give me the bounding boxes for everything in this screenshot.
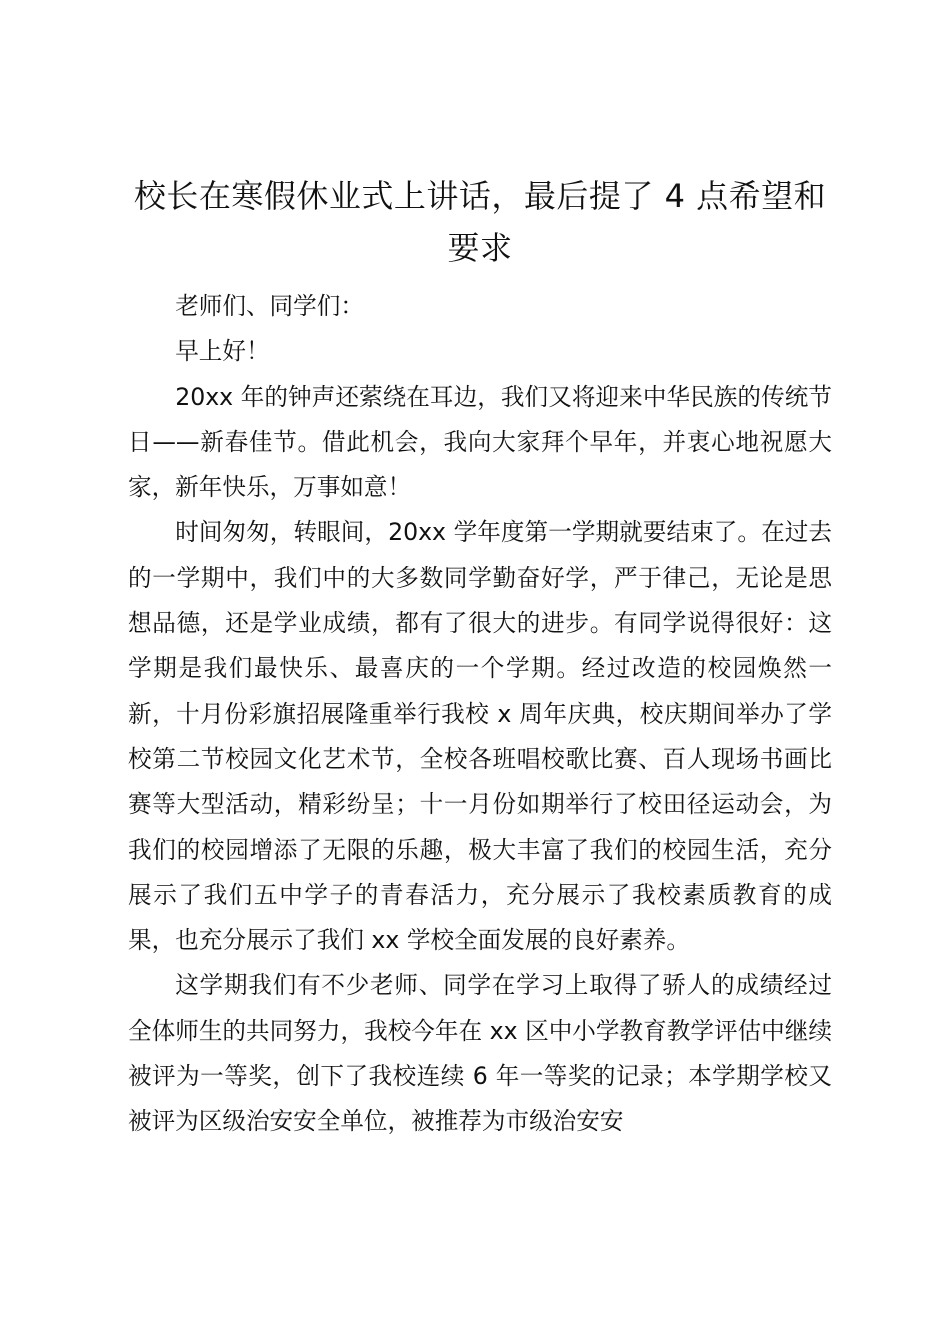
paragraph-good-morning: 早上好！ [175,337,270,366]
paragraph-new-year-wishes: 20xx 年的钟声还萦绕在耳边，我们又将迎来中华民族的传统节日——新春佳节。借此机会，我向大家拜个早年，并衷心地祝愿大家，新年快乐，万事如意！ [128,382,832,502]
document-body [128,170,832,1145]
paragraph-semester-review: 时间匆匆，转眼间，20xx 学年度第一学期就要结束了。在过去的一学期中，我们中的大多数同学勤奋好学，严于律己，无论是思想品德，还是学业成绩，都有了很大的进步。有同学说得很好：这学期是我们最快乐、最喜庆的一个学期。经过改造的校园焕然一新，十月份彩旗招展隆重举行我校 x 周年庆典，校庆期间举办了学校第二节校园文化艺术节，全校各班唱校歌比赛、百人现场书画比赛等大型活动，精彩纷呈；十一月份如期举行了校田径运动会，为我们的校园增添了无限的乐趣，极大丰富了我们的校园生活，充分展示了我们五中学子的青春活力，充分展示了我校素质教育的成果，也充分展示了我们 xx 学校全面发展的良好素养。 [128,518,832,955]
paragraph-greeting-audience: 老师们、同学们： [175,292,364,320]
paragraph-achievements: 这学期我们有不少老师、同学在学习上取得了骄人的成绩经过全体师生的共同努力，我校今年在 xx 区中小学教育教学评估中继续被评为一等奖，创下了我校连续 6 年一等奖的记录；本学期学校又被评为区级治安安全单位，被推荐为市级治安安 [128,971,832,1136]
document-title: 校长在寒假休业式上讲话，最后提了 4 点希望和要求 [133,177,827,267]
